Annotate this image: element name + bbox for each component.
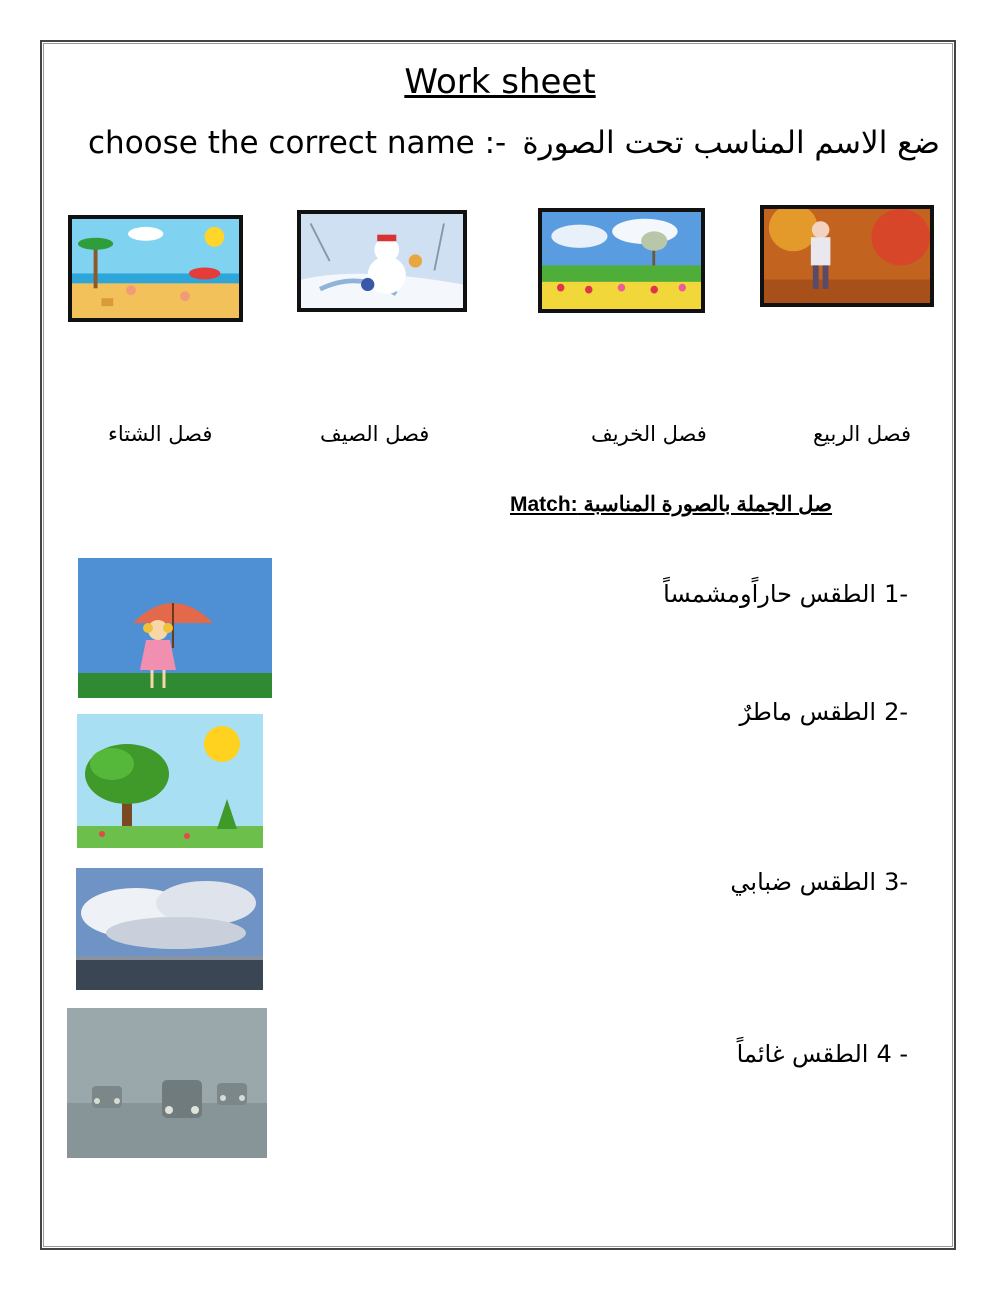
- sentence-text: الطقس ماطرٌ: [739, 698, 877, 726]
- season-name-spring: فصل الربيع: [813, 422, 912, 446]
- match-label-english: Match:: [510, 493, 578, 516]
- match-heading: [510, 492, 832, 517]
- sentence-number: 4 -: [876, 1040, 908, 1068]
- rain-umbrella-girl-icon: [78, 558, 272, 698]
- sentence-text: الطقس حاراًومشمساً: [663, 580, 877, 608]
- winter-snowman-icon: [297, 210, 467, 312]
- summer-beach-icon: [68, 215, 243, 322]
- sentence-number: 2-: [884, 698, 908, 726]
- season-name-summer: فصل الصيف: [320, 422, 430, 446]
- foggy-road-icon: [67, 1008, 267, 1158]
- worksheet-title: Work sheet: [404, 62, 596, 102]
- match-sentence-3: [730, 868, 908, 896]
- sentence-number: 3-: [884, 868, 908, 896]
- season-name-autumn: فصل الخريف: [591, 422, 707, 446]
- instruction-english: choose the correct name :-: [88, 125, 507, 161]
- match-sentence-2: [740, 698, 908, 726]
- sentence-text: الطقس ضبابي: [730, 868, 877, 896]
- season-name-winter: فصل الشتاء: [108, 422, 213, 446]
- sunny-tree-icon: [77, 714, 263, 848]
- sentence-text: الطقس غائماً: [736, 1040, 869, 1068]
- instruction-arabic: ضع الاسم المناسب تحت الصورة: [522, 125, 940, 161]
- sentence-number: 1-: [884, 580, 908, 608]
- match-sentence-4: [737, 1040, 908, 1068]
- autumn-child-icon: [760, 205, 934, 307]
- match-sentence-1: [663, 580, 908, 608]
- match-label-arabic: صل الجملة بالصورة المناسبة: [583, 493, 833, 516]
- cloudy-sea-icon: [76, 868, 263, 990]
- spring-tulips-icon: [538, 208, 705, 313]
